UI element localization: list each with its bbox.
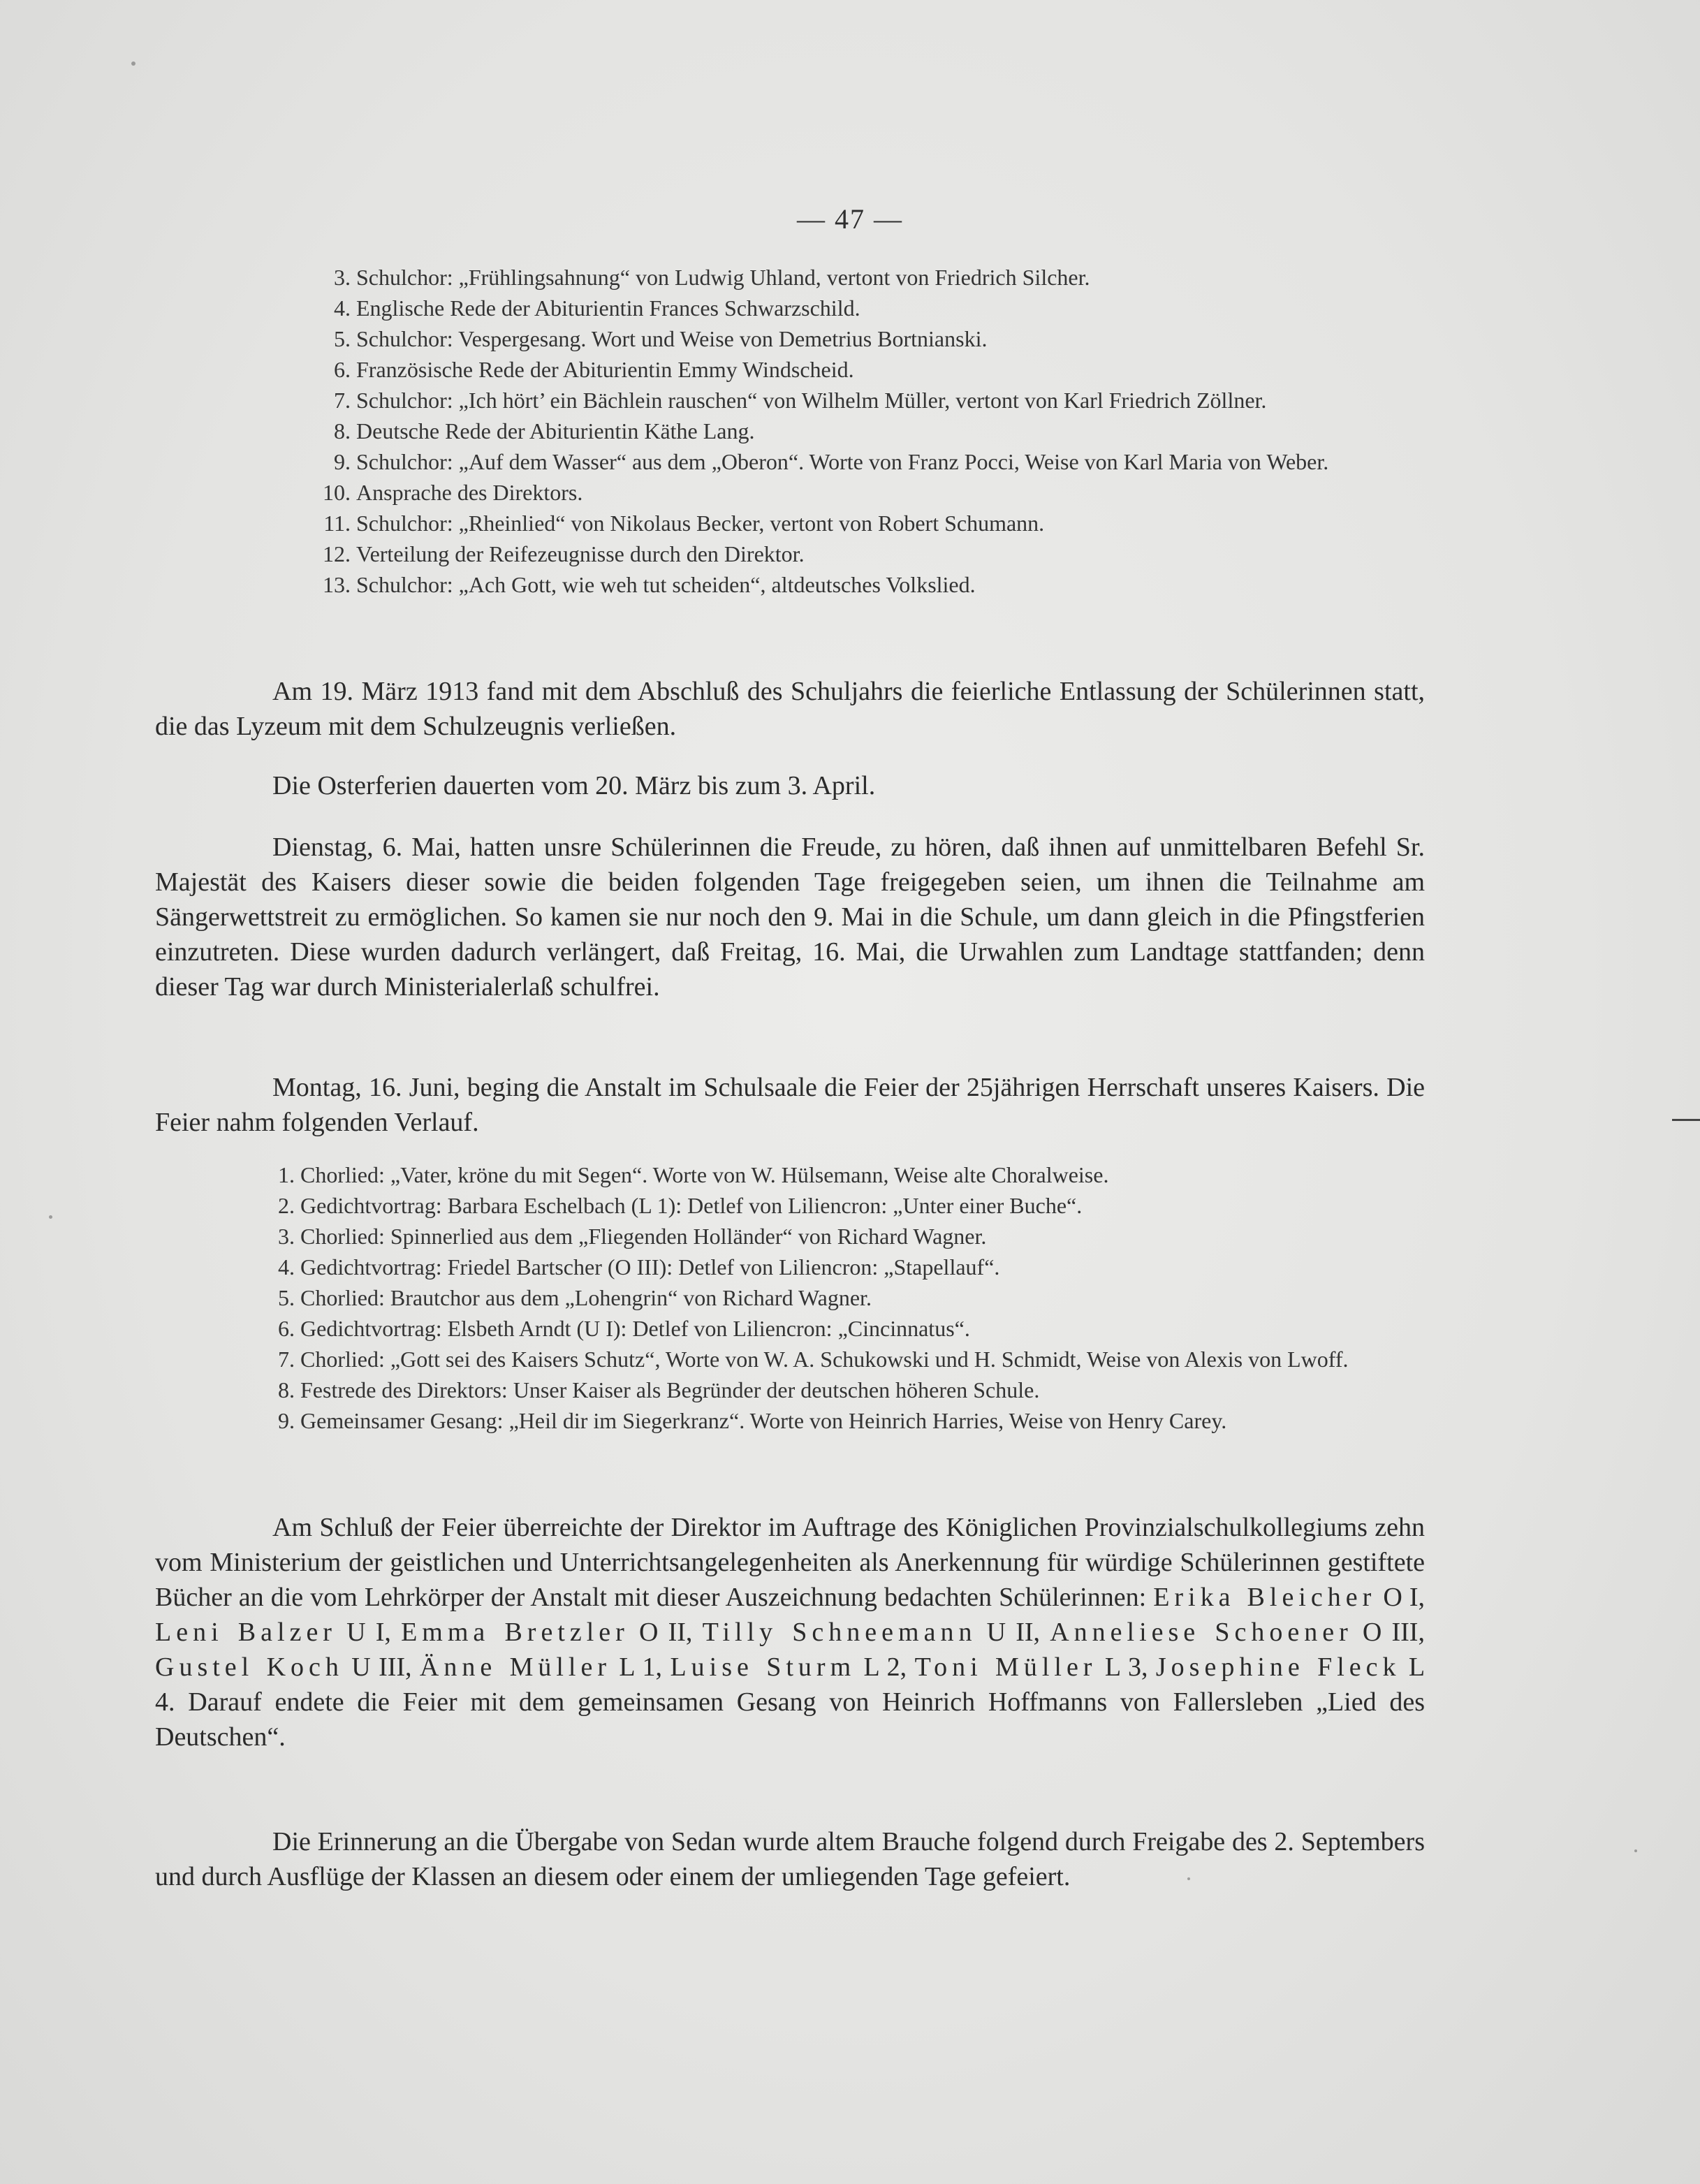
item-text: Festrede des Direktors: Unser Kaiser als Begründer der deutschen höheren Schule.	[300, 1377, 1040, 1402]
student-class: U I,	[346, 1618, 391, 1647]
list-item	[278, 1190, 1425, 1221]
item-text: Schulchor: „Rheinlied“ von Nikolaus Becker, vertont von Robert Schumann.	[356, 511, 1045, 536]
scan-speck	[1634, 1849, 1637, 1852]
scan-speck	[49, 1215, 52, 1219]
list-item	[278, 1221, 1425, 1252]
student-class: L 4.	[155, 1652, 1426, 1717]
student-class: L 1,	[619, 1652, 663, 1682]
student-name: Luise Sturm	[670, 1652, 856, 1682]
item-number: 3.	[334, 265, 351, 290]
list-item	[278, 1159, 1425, 1190]
paragraph-kaiserfeier: Montag, 16. Juni, beging die Anstalt im Schulsaale die Feier der 25jährigen Herrschaft unseres Kaisers. Die Feier nahm folgenden Verlauf.	[155, 1073, 1425, 1137]
item-text: Schulchor: „Ich hört’ ein Bächlein rauschen“ von Wilhelm Müller, vertont von Karl Friedrich Zöllner.	[356, 388, 1267, 413]
item-text: Gemeinsamer Gesang: „Heil dir im Siegerkranz“. Worte von Heinrich Harries, Weise von Henry Carey.	[300, 1408, 1227, 1433]
student-name: Tilly Schneemann	[702, 1618, 977, 1647]
item-text: Englische Rede der Abiturientin Frances Schwarzschild.	[356, 295, 860, 321]
list-item	[278, 1344, 1425, 1375]
item-text: Chorlied: Spinnerlied aus dem „Fliegenden Holländer“ von Richard Wagner.	[300, 1224, 987, 1249]
list-item	[323, 508, 1404, 538]
item-number: 4.	[334, 295, 351, 321]
student-name: Änne Müller	[419, 1652, 612, 1682]
item-text: Schulchor: „Ach Gott, wie weh tut scheiden“, altdeutsches Volkslied.	[356, 572, 976, 597]
list-item	[334, 323, 1404, 354]
list-item	[323, 477, 1404, 508]
item-number: 5.	[278, 1285, 295, 1310]
item-number: 8.	[278, 1377, 295, 1402]
paragraph-entlassung: Am 19. März 1913 fand mit dem Abschluß des Schuljahrs die feierliche Entlassung der Schülerinnen statt, die das Lyzeum mit dem Schulzeugnis verließen.	[155, 677, 1425, 741]
list-item	[278, 1405, 1425, 1436]
item-number: 3.	[278, 1224, 295, 1249]
item-number: 6.	[334, 357, 351, 382]
paragraph-intro: Am Schluß der Feier überreichte der Direktor im Auftrage des Königlichen Provinzialschulkollegiums zehn vom Ministerium der geistlichen und Unterrichtsangelegenheiten als Anerkennung für würdige Schülerinnen gestiftete Bücher an die vom Lehrkörper der Anstalt mit dieser Auszeichnung bedachten Schülerinnen:	[155, 1513, 1425, 1612]
item-number: 9.	[334, 449, 351, 474]
list-item	[334, 262, 1404, 293]
list-item	[278, 1282, 1425, 1313]
program-list-kaiserfeier	[278, 1159, 1425, 1436]
student-class: U III,	[351, 1652, 412, 1682]
item-number: 1.	[278, 1162, 295, 1187]
item-text: Gedichtvortrag: Friedel Bartscher (O III): Detlef von Liliencron: „Stapellauf“.	[300, 1254, 1000, 1280]
student-name: Emma Bretzler	[401, 1618, 629, 1647]
list-item	[323, 538, 1404, 569]
item-text: Deutsche Rede der Abiturientin Käthe Lang.	[356, 418, 755, 444]
item-number: 6.	[278, 1316, 295, 1341]
item-number: 9.	[278, 1408, 295, 1433]
student-name: Leni Balzer	[155, 1618, 337, 1647]
scan-speck	[1187, 1877, 1190, 1880]
item-number: 5.	[334, 326, 351, 351]
list-item	[278, 1252, 1425, 1282]
item-text: Ansprache des Direktors.	[356, 480, 583, 505]
paragraph-buecherpreise	[155, 1510, 1425, 1754]
item-number: 8.	[334, 418, 351, 444]
item-text: Gedichtvortrag: Barbara Eschelbach (L 1): Detlef von Liliencron: „Unter einer Buche“.	[300, 1193, 1083, 1218]
item-text: Chorlied: „Vater, kröne du mit Segen“. Worte von W. Hülsemann, Weise alte Choralweise.	[300, 1162, 1109, 1187]
item-number: 12.	[323, 541, 351, 566]
student-class: O III,	[1362, 1618, 1425, 1647]
program-list-entlassung	[323, 262, 1404, 600]
student-name: Anneliese Schoener	[1050, 1618, 1353, 1647]
list-item	[334, 446, 1404, 477]
page-number: — 47 —	[797, 203, 903, 235]
paragraph-sedantag: Die Erinnerung an die Übergabe von Sedan wurde altem Brauche folgend durch Freigabe des 2. Septembers und durch Ausflüge der Klassen an diesem oder einem der umliegenden Tage gefeiert.	[155, 1827, 1425, 1891]
paragraph-saengerwettstreit: Dienstag, 6. Mai, hatten unsre Schülerinnen die Freude, zu hören, daß ihnen auf unmittelbaren Befehl Sr. Majestät des Kaisers dieser sowie die beiden folgenden Tage freigegeben seien, um ihnen die Teilnahme am Sängerwettstreit zu ermöglichen. So kamen sie nur noch den 9. Mai in die Schule, um dann gleich in die Pfingstferien einzutreten. Diese wurden dadurch verlängert, daß Freitag, 16. Mai, die Urwahlen zum Landtage stattfanden; denn dieser Tag war durch Ministerialerlaß schulfrei.	[155, 833, 1425, 1002]
item-text: Schulchor: „Auf dem Wasser“ aus dem „Oberon“. Worte von Franz Pocci, Weise von Karl Maria von Weber.	[356, 449, 1329, 474]
list-item	[278, 1313, 1425, 1344]
item-number: 7.	[334, 388, 351, 413]
student-class: O II,	[638, 1618, 693, 1647]
item-number: 11.	[323, 511, 351, 536]
item-number: 2.	[278, 1193, 295, 1218]
scan-speck	[131, 61, 135, 66]
item-number: 4.	[278, 1254, 295, 1280]
paragraph-osterferien: Die Osterferien dauerten vom 20. März bis zum 3. April.	[272, 771, 876, 800]
scan-edge-mark	[1672, 1119, 1700, 1121]
item-text: Französische Rede der Abiturientin Emmy Windscheid.	[356, 357, 854, 382]
student-class: L 3,	[1104, 1652, 1148, 1682]
list-item	[334, 354, 1404, 385]
paragraph-outro: Darauf endete die Feier mit dem gemeinsamen Gesang von Heinrich Hoffmanns von Fallersleben „Lied des Deutschen“.	[155, 1687, 1426, 1752]
student-name: Josephine Fleck	[1155, 1652, 1401, 1682]
item-text: Schulchor: „Frühlingsahnung“ von Ludwig Uhland, vertont von Friedrich Silcher.	[356, 265, 1090, 290]
item-text: Chorlied: „Gott sei des Kaisers Schutz“, Worte von W. A. Schukowski und H. Schmidt, Weise von Alexis von Lwoff.	[300, 1347, 1349, 1372]
student-class: O I,	[1383, 1583, 1425, 1612]
list-item	[323, 569, 1404, 600]
item-text: Verteilung der Reifezeugnisse durch den Direktor.	[356, 541, 805, 566]
student-class: U II,	[986, 1618, 1041, 1647]
list-item	[334, 293, 1404, 323]
student-name: Gustel Koch	[155, 1652, 344, 1682]
item-number: 10.	[323, 480, 351, 505]
item-number: 7.	[278, 1347, 295, 1372]
student-name: Toni Müller	[914, 1652, 1097, 1682]
item-number: 13.	[323, 572, 351, 597]
list-item	[278, 1375, 1425, 1405]
item-text: Chorlied: Brautchor aus dem „Lohengrin“ von Richard Wagner.	[300, 1285, 872, 1310]
list-item	[334, 385, 1404, 416]
item-text: Gedichtvortrag: Elsbeth Arndt (U I): Detlef von Liliencron: „Cincinnatus“.	[300, 1316, 970, 1341]
student-name: Erika Bleicher	[1153, 1583, 1377, 1612]
list-item	[334, 416, 1404, 446]
student-class: L 2,	[863, 1652, 907, 1682]
item-text: Schulchor: Vespergesang. Wort und Weise von Demetrius Bortnianski.	[356, 326, 988, 351]
